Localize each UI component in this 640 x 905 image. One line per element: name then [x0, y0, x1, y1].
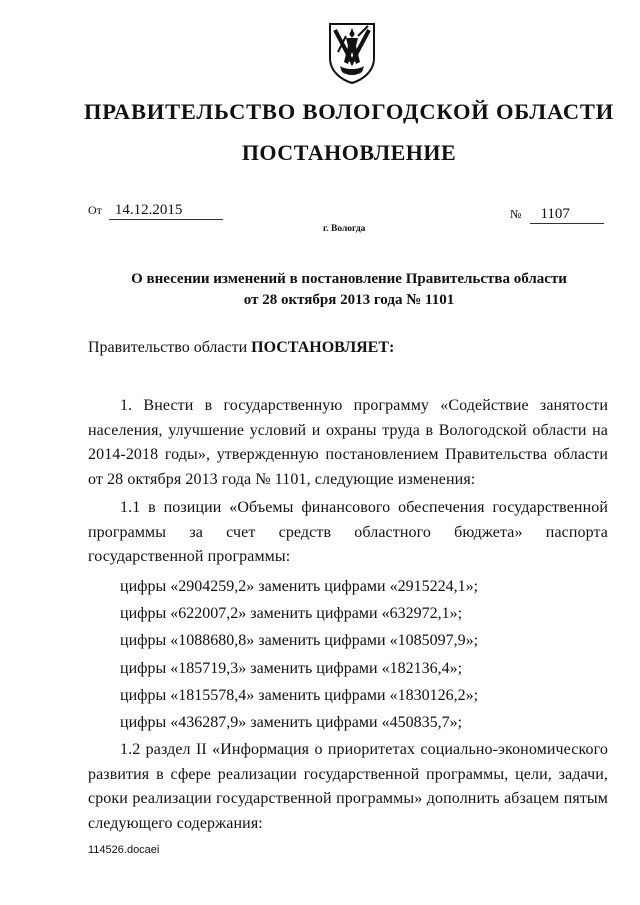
list-item: цифры «185719,3» заменить цифрами «182136,4»; — [120, 659, 463, 677]
paragraph-1 — [88, 394, 608, 492]
subject-line-2: от 28 октября 2013 года № 1101 — [243, 292, 455, 308]
number-prefix: № — [510, 207, 522, 221]
paragraph-1-2-text: 1.2 раздел II «Информация о приоритетах социально-экономического развития в сфере реализации государственной программы, цели, задачи, сроки реализации государственной программы» дополнить абзацем пятым следующего содержания: — [88, 741, 608, 832]
list-item: цифры «622007,2» заменить цифрами «632972,1»; — [120, 605, 463, 623]
list-item: цифры «1815578,4» заменить цифрами «1830126,2»; — [120, 686, 479, 704]
replacement-list — [120, 573, 478, 736]
intro-bold: ПОСТАНОВЛЯЕТ: — [251, 339, 395, 356]
document-date: 14.12.2015 — [109, 202, 223, 220]
coat-of-arms-icon — [328, 22, 376, 84]
date-row — [88, 202, 223, 220]
document-number: 1107 — [530, 206, 604, 224]
list-item: цифры «436287,9» заменить цифрами «450835,7»; — [120, 714, 463, 732]
date-prefix: От — [88, 203, 102, 217]
document-subject — [0, 269, 640, 311]
paragraph-1-text: 1. Внести в государственную программу «Содействие занятости населения, улучшение условий и охраны труда в Вологодской области на 2014-2018 годы», утвержденную постановлением Правительства области от 28 октября 2013 года № 1101, следующие изменения: — [88, 397, 608, 488]
file-reference: 114526.docaei — [88, 844, 160, 856]
subject-line-1: О внесении изменений в постановление Правительства области — [131, 271, 567, 287]
paragraph-1-1-text: 1.1 в позиции «Объемы финансового обеспечения государственной программы за счет средств областного бюджета» паспорта государственной программы: — [88, 499, 608, 565]
list-item: цифры «1088680,8» заменить цифрами «1085097,9»; — [120, 632, 479, 650]
list-item: цифры «2904259,2» заменить цифрами «2915224,1»; — [120, 578, 479, 595]
intro-statement — [88, 339, 394, 357]
paragraph-1-2 — [88, 738, 608, 836]
intro-text: Правительство области — [88, 339, 252, 356]
city-label: г. Вологда — [323, 224, 366, 234]
document-type: ПОСТАНОВЛЕНИЕ — [241, 140, 457, 165]
paragraph-1-1 — [88, 496, 608, 570]
government-title: ПРАВИТЕЛЬСТВО ВОЛОГОДСКОЙ ОБЛАСТИ — [83, 99, 615, 124]
number-row — [510, 206, 604, 224]
